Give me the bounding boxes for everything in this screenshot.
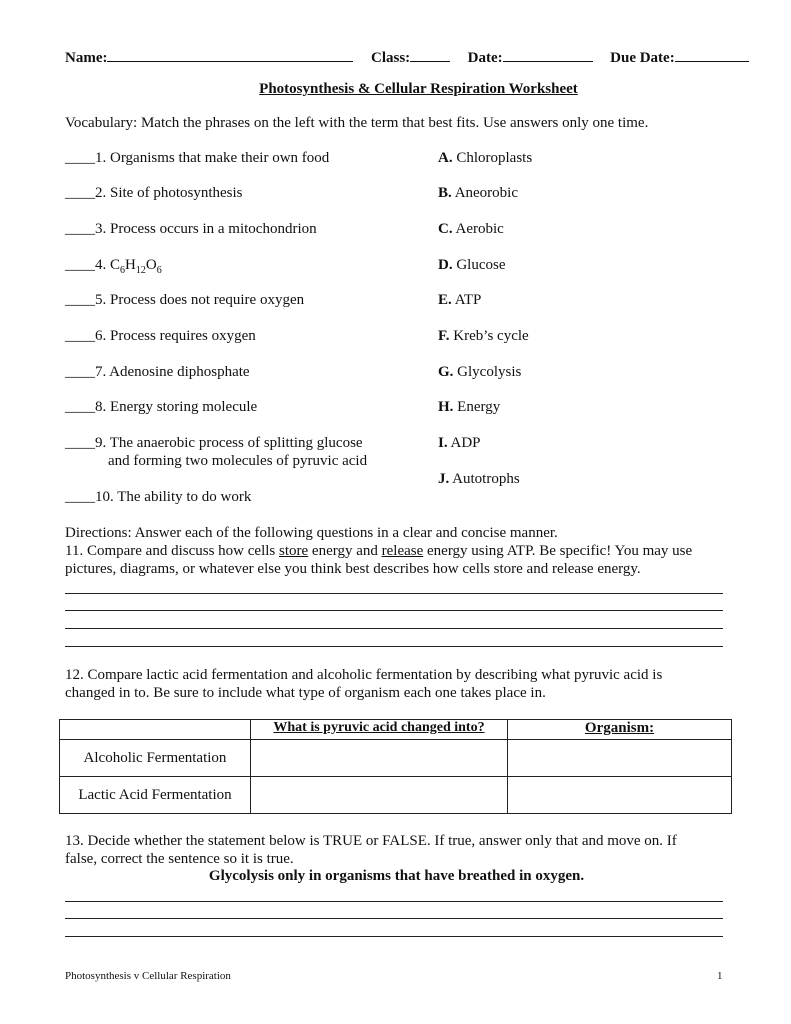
answer-text: Glucose — [452, 257, 506, 273]
answer-text: Kreb’s cycle — [449, 328, 529, 344]
question-1: ____1. Organisms that make their own food — [65, 150, 330, 166]
question-9: ____9. The anaerobic process of splitting glucose — [65, 435, 363, 451]
question-11-line-2: pictures, diagrams, or whatever else you think best describes how cells store and release energy. — [65, 561, 641, 577]
formula-sub-c: 6 — [120, 265, 126, 276]
formula-h: H — [125, 257, 136, 273]
answer-text: ATP — [451, 292, 482, 308]
col-header-organism: Organism: — [508, 720, 732, 740]
answer-g — [438, 364, 521, 381]
row-label-alcoholic: Alcoholic Fermentation — [60, 740, 251, 777]
answer-text: Aerobic — [452, 221, 504, 237]
due-date-field[interactable] — [675, 47, 749, 62]
date-label: Date: — [467, 50, 503, 66]
q11-part3: energy using ATP. Be specific! You may use — [423, 543, 693, 559]
question-5: ____5. Process does not require oxygen — [65, 292, 305, 308]
question-4 — [65, 257, 162, 274]
formula-sub-h: 12 — [135, 265, 146, 276]
answer-line[interactable] — [65, 628, 723, 629]
due-date-label: Due Date: — [610, 50, 675, 66]
row-label-lactic: Lactic Acid Fermentation — [60, 777, 251, 814]
answer-letter: J. — [438, 471, 450, 487]
table-row — [60, 777, 732, 814]
answer-line[interactable] — [65, 936, 723, 937]
q11-part1: 11. Compare and discuss how cells — [65, 543, 279, 559]
directions: Directions: Answer each of the following questions in a clear and concise manner. — [65, 525, 558, 541]
question-12-line-1: 12. Compare lactic acid fermentation and alcoholic fermentation by describing what pyruvic acid is — [65, 667, 663, 683]
question-13-line-2: false, correct the sentence so it is true. — [65, 851, 294, 867]
col-header-pyruvic: What is pyruvic acid changed into? — [251, 720, 508, 740]
answer-a — [438, 150, 532, 167]
answer-text: Aneorobic — [451, 185, 518, 201]
question-3: ____3. Process occurs in a mitochondrion — [65, 221, 317, 237]
question-13-line-1: 13. Decide whether the statement below is TRUE or FALSE. If true, answer only that and move on. If — [65, 833, 677, 849]
q11-part2: energy and — [308, 543, 382, 559]
cell-lactic-product[interactable] — [251, 777, 508, 814]
answer-d — [438, 257, 506, 274]
table-row — [60, 740, 732, 777]
question-2: ____2. Site of photosynthesis — [65, 185, 243, 201]
cell-alcoholic-product[interactable] — [251, 740, 508, 777]
answer-f — [438, 328, 529, 345]
class-field[interactable] — [410, 47, 450, 62]
answer-letter: H. — [438, 399, 454, 415]
question-12-line-2: changed in to. Be sure to include what type of organism each one takes place in. — [65, 685, 546, 701]
cell-lactic-organism[interactable] — [508, 777, 732, 814]
q11-release: release — [381, 543, 424, 559]
answer-line[interactable] — [65, 918, 723, 919]
answer-text: Energy — [453, 399, 501, 415]
class-label: Class: — [370, 50, 411, 66]
answer-text: Glycolysis — [453, 364, 522, 380]
answer-line[interactable] — [65, 646, 723, 647]
page-title: Photosynthesis & Cellular Respiration Worksheet — [259, 81, 578, 97]
answer-h — [438, 399, 500, 416]
name-label: Name: — [65, 50, 108, 66]
q11-store: store — [279, 543, 309, 559]
date-field[interactable] — [503, 47, 593, 62]
answer-letter: A. — [438, 150, 453, 166]
answer-letter: I. — [438, 435, 448, 451]
q13-statement: Glycolysis only in organisms that have breathed in oxygen. — [208, 868, 585, 884]
footer-title: Photosynthesis v Cellular Respiration — [65, 970, 231, 982]
question-4-label: ____4. C — [65, 257, 121, 273]
page-number: 1 — [717, 970, 723, 982]
name-field[interactable] — [107, 47, 353, 62]
answer-line[interactable] — [65, 901, 723, 902]
vocab-intro: Vocabulary: Match the phrases on the left with the term that best fits. Use answers only one time. — [65, 115, 649, 131]
table-corner — [60, 720, 251, 740]
answer-letter: E. — [438, 292, 452, 308]
question-9-line-2: and forming two molecules of pyruvic acid — [108, 453, 368, 469]
answer-j — [438, 471, 520, 488]
answer-letter: B. — [438, 185, 452, 201]
answer-b — [438, 185, 518, 202]
question-8: ____8. Energy storing molecule — [65, 399, 258, 415]
answer-line[interactable] — [65, 610, 723, 611]
fermentation-table — [59, 719, 732, 814]
answer-text: Autotrophs — [449, 471, 520, 487]
formula-o: O — [145, 257, 157, 273]
answer-e — [438, 292, 481, 309]
header-row — [65, 47, 749, 67]
answer-letter: D. — [438, 257, 453, 273]
answer-letter: F. — [438, 328, 450, 344]
answer-letter: C. — [438, 221, 453, 237]
question-10: ____10. The ability to do work — [65, 489, 252, 505]
question-6: ____6. Process requires oxygen — [65, 328, 256, 344]
formula-sub-o: 6 — [156, 265, 162, 276]
answer-text: Chloroplasts — [452, 150, 533, 166]
answer-line[interactable] — [65, 593, 723, 594]
answer-text: ADP — [447, 435, 481, 451]
answer-c — [438, 221, 504, 238]
answer-letter: G. — [438, 364, 454, 380]
question-11-line-1 — [65, 543, 692, 560]
cell-alcoholic-organism[interactable] — [508, 740, 732, 777]
question-7: ____7. Adenosine diphosphate — [65, 364, 250, 380]
answer-i — [438, 435, 481, 452]
